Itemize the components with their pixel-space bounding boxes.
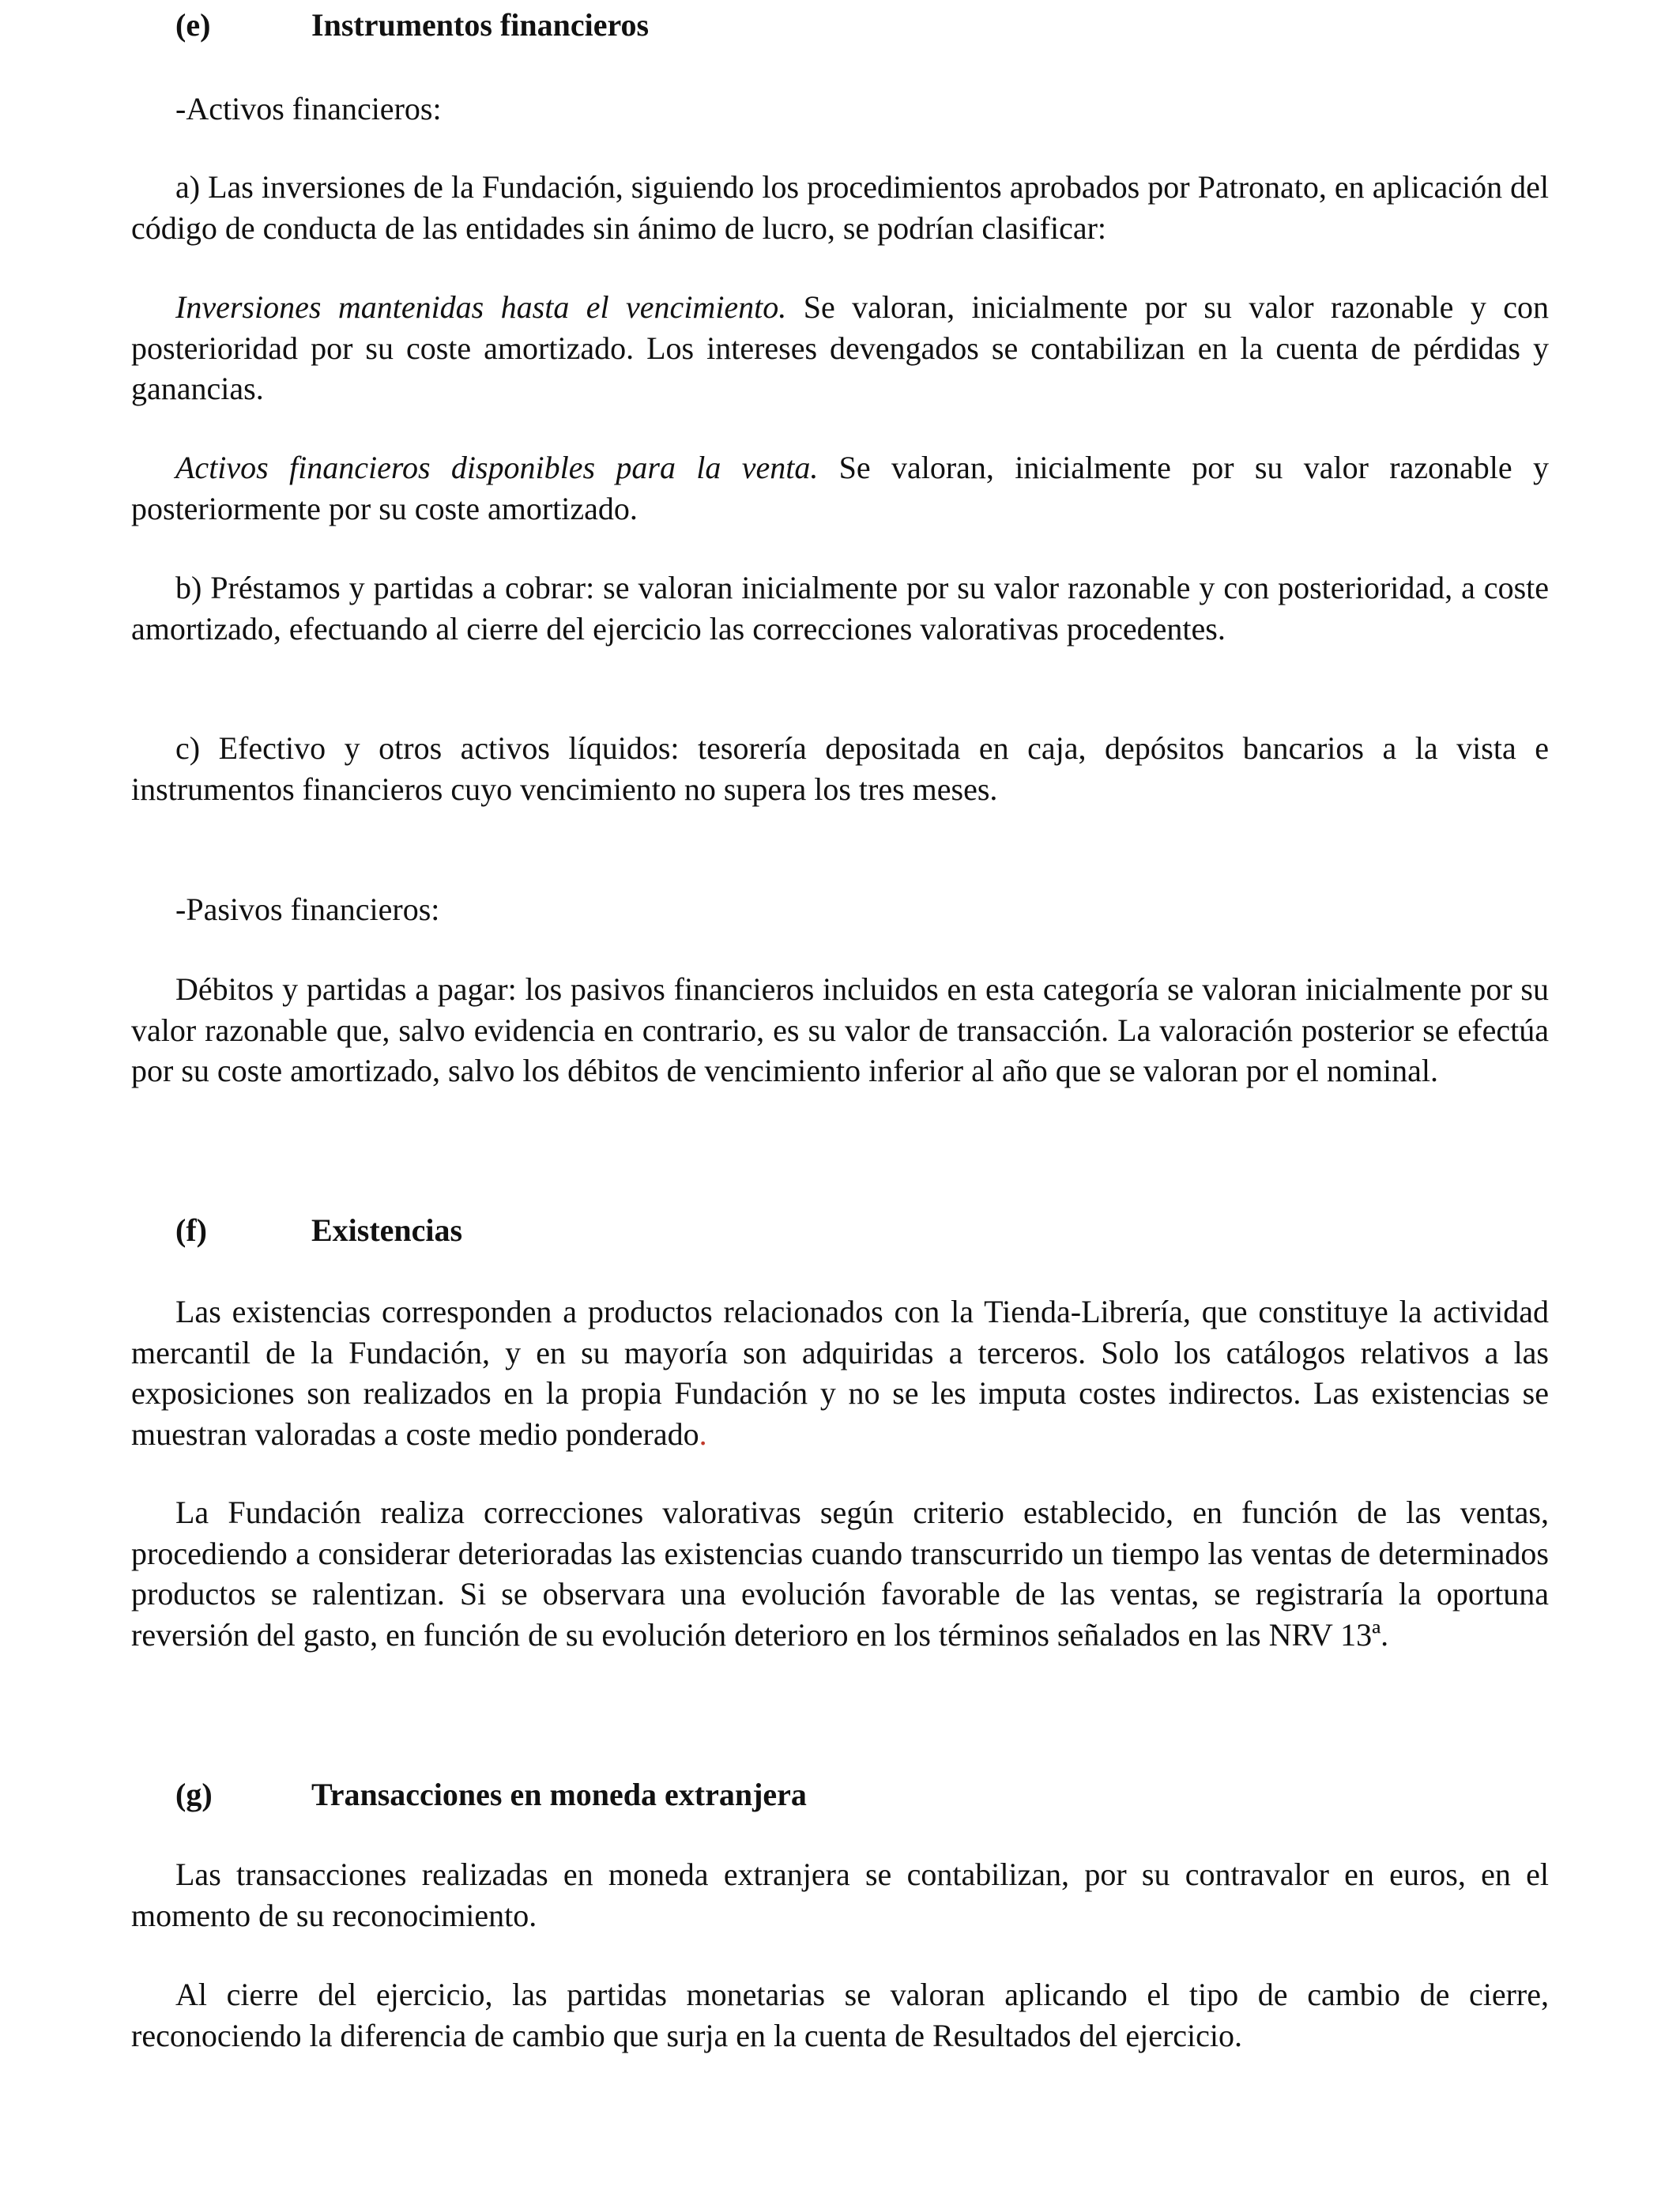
section-heading-f — [175, 1210, 462, 1251]
section-title-g: Transacciones en moneda extranjera — [311, 1777, 807, 1812]
disponibles-paragraph — [131, 447, 1549, 529]
section-title-e: Instrumentos financieros — [311, 7, 650, 43]
disponibles-text: Se valoran, inicialmente por su valor razonable y posteriormente por su coste amortizado. — [131, 450, 1549, 526]
existencias-paragraph-2: La Fundación realiza correcciones valorativas según criterio establecido, en función de las ventas, procediendo a considerar deterioradas las existencias cuando transcurrido un tiempo las ventas de determinados productos se ralentizan. Si se observara una evolución favorable de las ventas, se registraría la oportuna reversión del gasto, en función de su evolución deterioro en los términos señalados en las NRV 13ª. — [131, 1495, 1549, 1653]
inversiones-italic: Inversiones mantenidas hasta el vencimiento. — [175, 289, 787, 325]
moneda-paragraph-2: Al cierre del ejercicio, las partidas monetarias se valoran aplicando el tipo de cambio de cierre, reconociendo la diferencia de cambio que surja en la cuenta de Resultados del ejercicio. — [131, 1977, 1549, 2053]
inversiones-paragraph — [131, 287, 1549, 409]
disponibles-italic: Activos financieros disponibles para la venta. — [175, 450, 819, 485]
moneda-paragraph-1: Las transacciones realizadas en moneda extranjera se contabilizan, por su contravalor en euros, en el momento de su reconocimiento. — [131, 1857, 1549, 1933]
existencias-paragraph-1-text: Las existencias corresponden a productos relacionados con la Tienda-Librería, que constituye la actividad mercantil de la Fundación, y en su mayoría son adquiridas a terceros. Solo los catálogos relativos a las exposiciones son realizados en la propia Fundación y no se les imputa costes indirectos. Las existencias se muestran valoradas a coste medio ponderado — [131, 1294, 1549, 1452]
activos-a-paragraph: a) Las inversiones de la Fundación, siguiendo los procedimientos aprobados por Patronato, en aplicación del código de conducta de las entidades sin ánimo de lucro, se podrían clasificar: — [131, 169, 1549, 246]
section-letter-f: (f) — [175, 1212, 207, 1248]
section-heading-g — [175, 1774, 807, 1815]
section-heading-e — [175, 5, 649, 46]
section-title-f: Existencias — [311, 1212, 463, 1248]
pasivos-paragraph: Débitos y partidas a pagar: los pasivos financieros incluidos en esta categoría se valoran inicialmente por su valor razonable que, salvo evidencia en contrario, es su valor de transacción. La valoración posterior se efectúa por su coste amortizado, salvo los débitos de vencimiento inferior al año que se valoran por el nominal. — [131, 971, 1549, 1088]
activos-b-paragraph: b) Préstamos y partidas a cobrar: se valoran inicialmente por su valor razonable y con posterioridad, a coste amortizado, efectuando al cierre del ejercicio las correcciones valorativas procedentes. — [131, 570, 1549, 647]
activos-label: -Activos financieros: — [175, 91, 442, 126]
section-letter-e: (e) — [175, 7, 211, 43]
section-letter-g: (g) — [175, 1777, 213, 1812]
activos-c-paragraph: c) Efectivo y otros activos líquidos: tesorería depositada en caja, depósitos bancarios a la vista e instrumentos financieros cuyo vencimiento no supera los tres meses. — [131, 730, 1549, 807]
pasivos-label: -Pasivos financieros: — [175, 892, 440, 927]
inversiones-text: Se valoran, inicialmente por su valor razonable y con posterioridad por su coste amortizado. Los intereses devengados se contabilizan en la cuenta de pérdidas y ganancias. — [131, 289, 1549, 406]
existencias-paragraph-1-end: . — [699, 1416, 707, 1452]
existencias-paragraph-1 — [131, 1291, 1549, 1454]
